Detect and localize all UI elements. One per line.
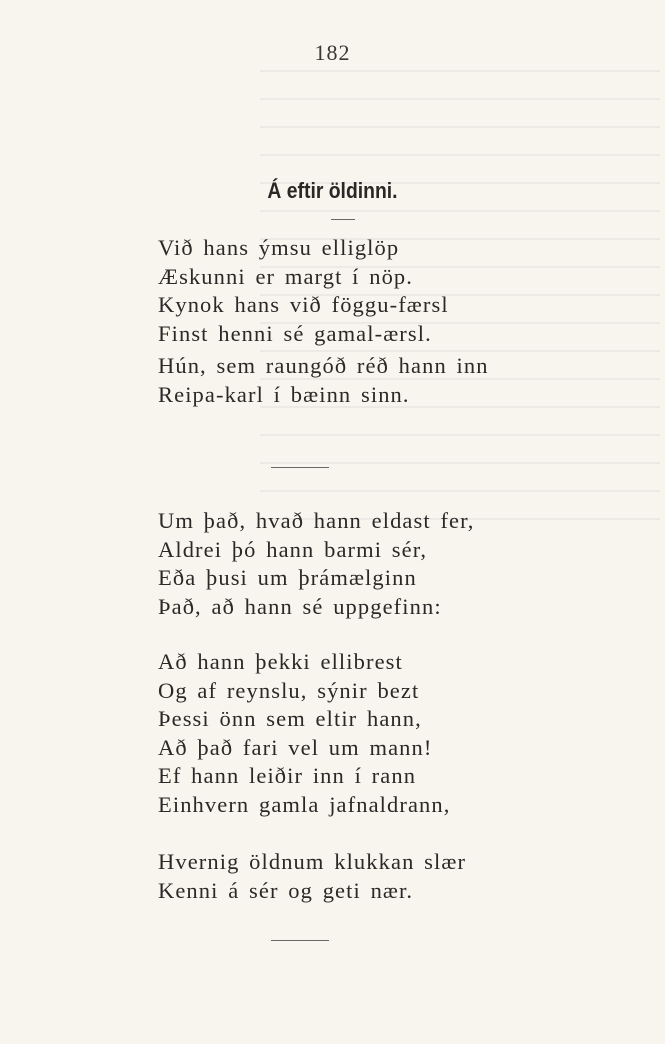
verse-line: Æskunni er margt í nöp.	[158, 263, 413, 289]
verse-line: Það, að hann sé uppgefinn:	[158, 593, 442, 619]
verse-line: Kenni á sér og geti nær.	[158, 877, 414, 903]
verse-line: Einhvern gamla jafnaldrann,	[158, 791, 451, 817]
verse-line: Hún, sem raungóð réð hann inn	[158, 353, 489, 378]
stanza-2	[158, 352, 489, 409]
stanza-1	[158, 234, 449, 348]
verse-line: Finst henni sé gamal-ærsl.	[158, 320, 432, 346]
page-number: 182	[314, 40, 351, 65]
section-divider	[271, 467, 329, 468]
poem-title: Á eftir öldinni.	[267, 178, 398, 203]
end-divider	[271, 940, 329, 941]
verse-line: Að það fari vel um mann!	[158, 734, 433, 760]
stanza-5	[158, 848, 466, 905]
title-divider	[331, 219, 355, 220]
verse-line: Ef hann leiðir inn í rann	[158, 763, 417, 788]
verse-line: Að hann þekki ellibrest	[158, 649, 403, 674]
verse-line: Þessi önn sem eltir hann,	[158, 706, 422, 731]
verse-line: Reipa-karl í bæinn sinn.	[158, 381, 410, 407]
verse-line: Aldrei þó hann barmi sér,	[158, 536, 428, 562]
verse-line: Við hans ýmsu elliglöp	[158, 235, 400, 260]
verse-line: Og af reynslu, sýnir bezt	[158, 677, 420, 703]
verse-line: Hvernig öldnum klukkan slær	[158, 849, 467, 874]
verse-line: Eða þusi um þrámælginn	[158, 565, 417, 590]
verse-line: Kynok hans við föggu-færsl	[158, 292, 449, 317]
stanza-4	[158, 648, 450, 819]
stanza-3	[158, 507, 475, 621]
verse-line: Um það, hvað hann eldast fer,	[158, 508, 475, 533]
